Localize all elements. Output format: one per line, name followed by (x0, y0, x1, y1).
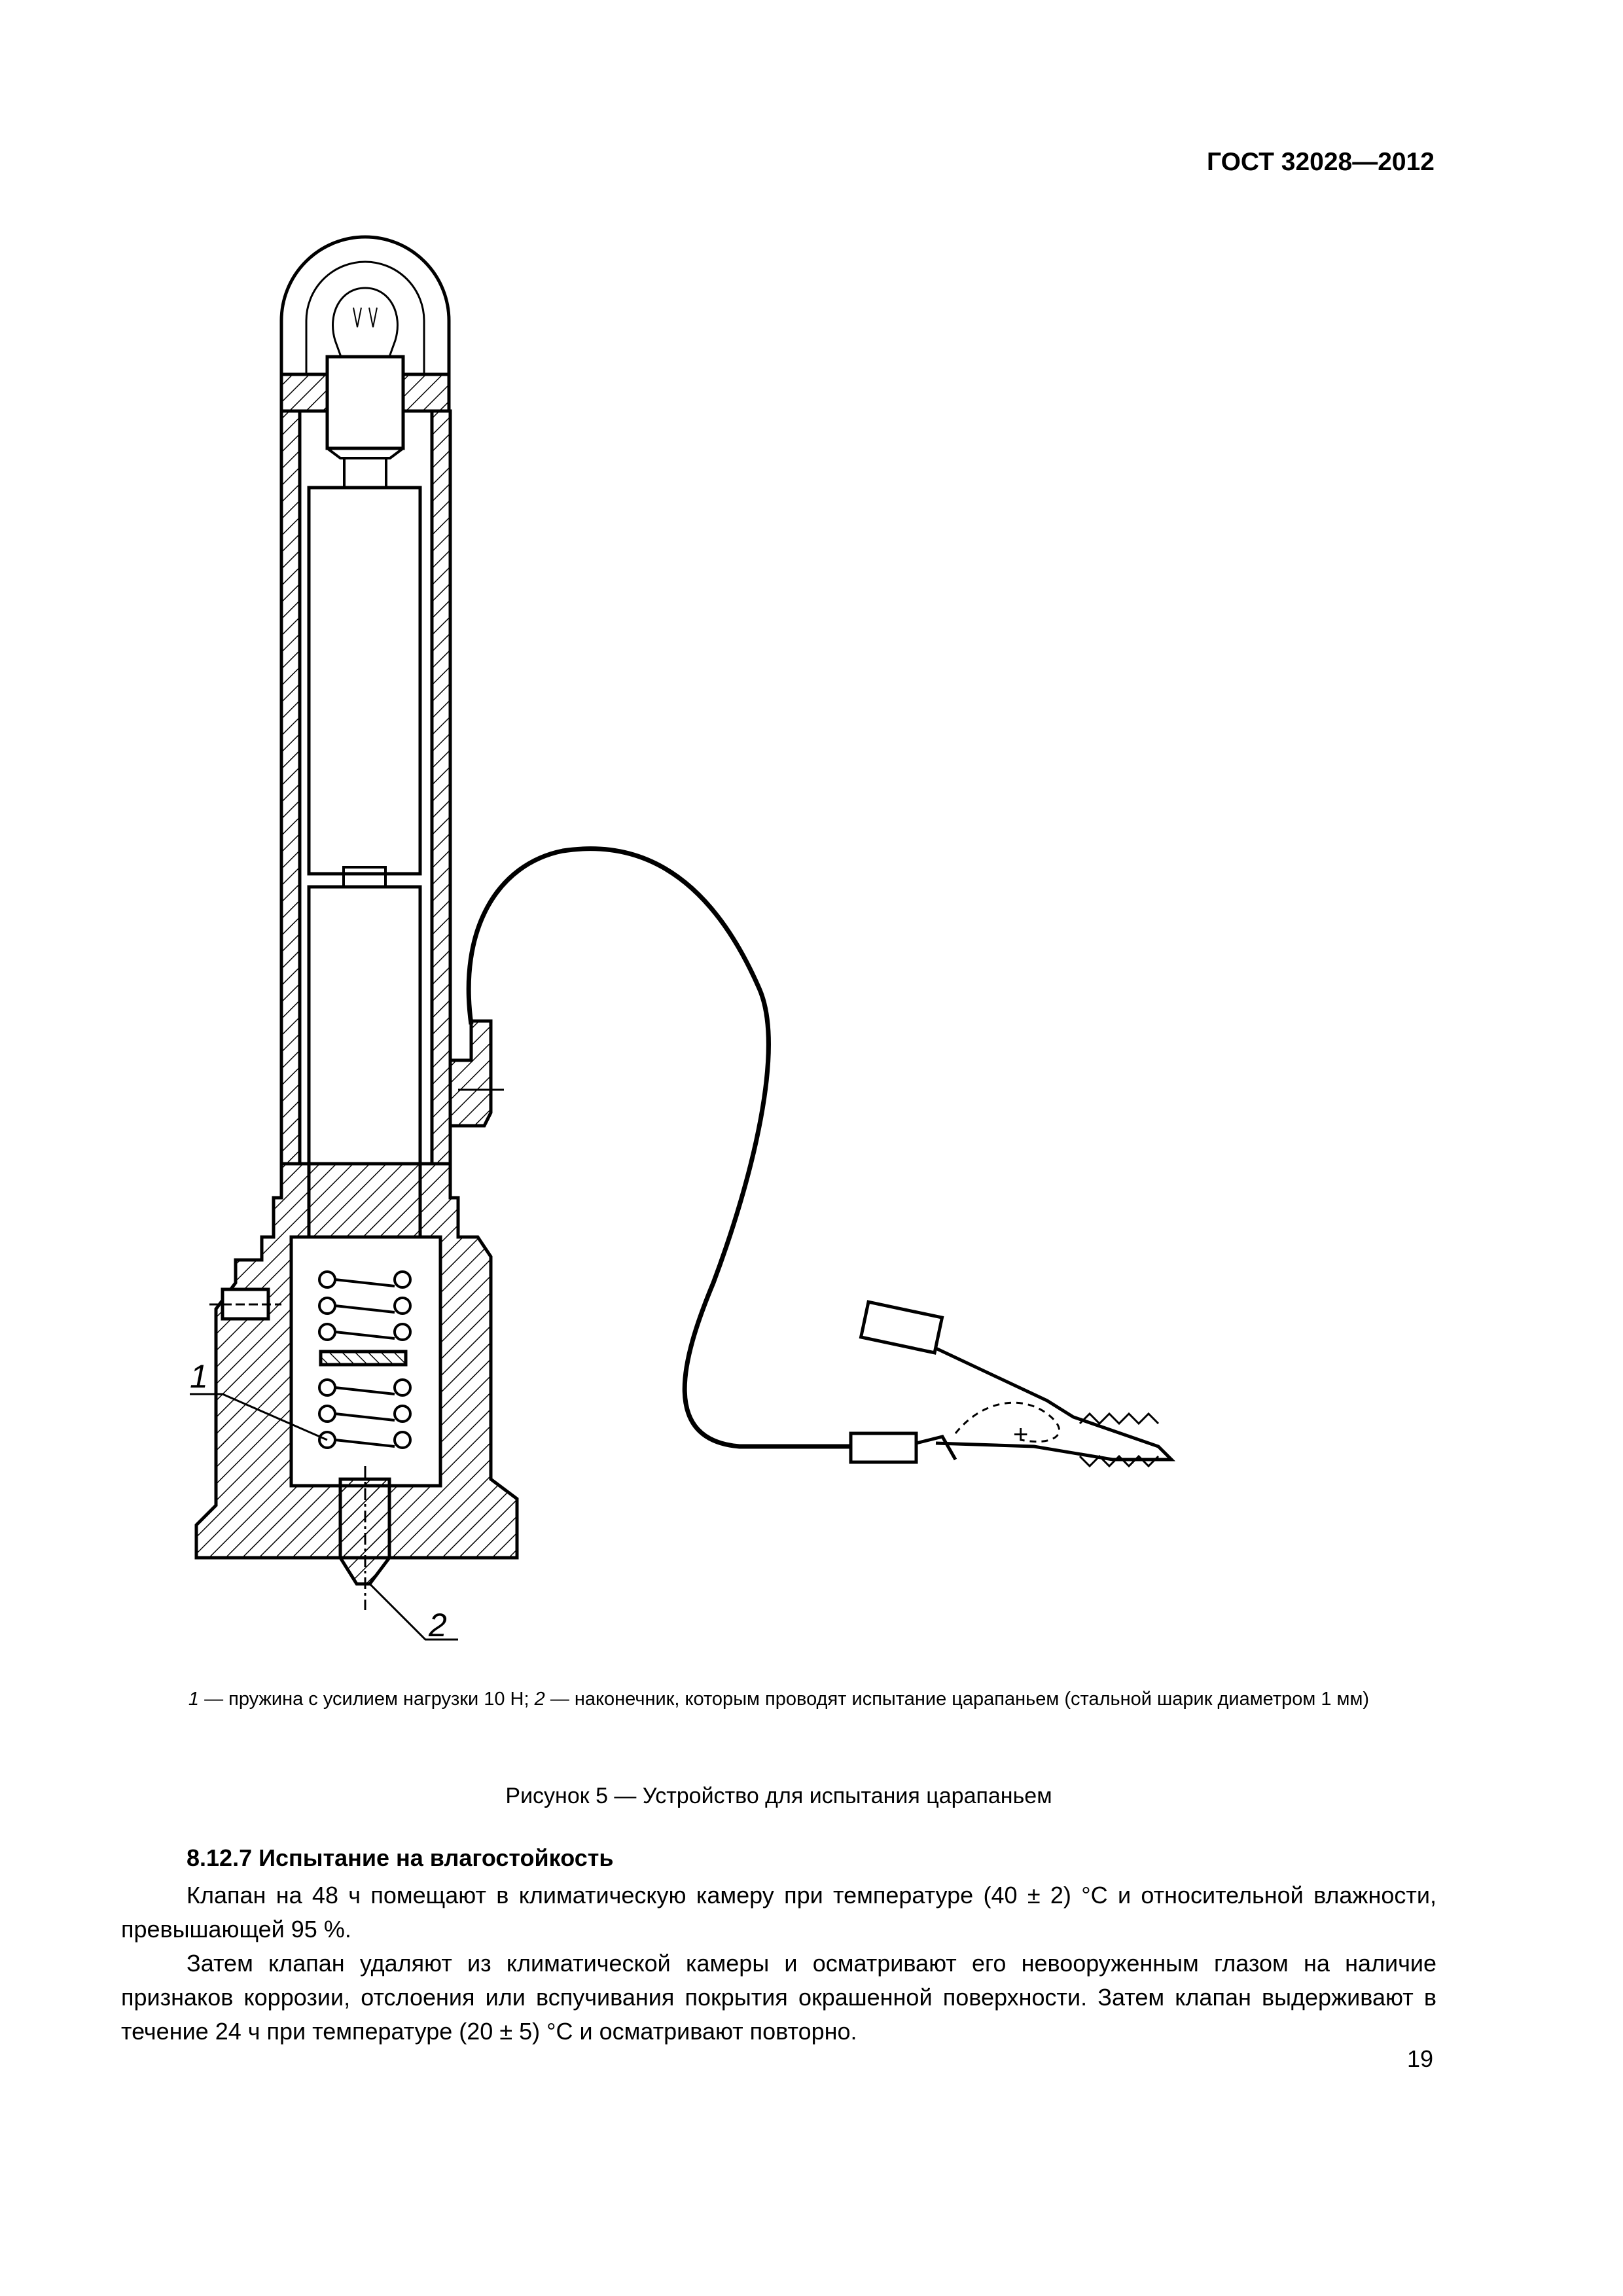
alligator-clip (851, 1302, 1171, 1466)
test-lead-cable (469, 849, 851, 1446)
legend-number-2: 2 (534, 1689, 545, 1710)
tube-right-wall (432, 411, 450, 1164)
tube-left-wall (281, 411, 300, 1164)
page-number: 19 (1406, 2045, 1433, 2072)
figure-caption: Рисунок 5 — Устройство для испытания царапаньем (505, 1784, 1052, 1808)
figure-legend (121, 1689, 1436, 1710)
paragraph-2: Затем клапан удаляют из климатической камеры и осматривают его невооруженным глазом на наличие признаков коррозии, отслоения или вспучивания покрытия окрашенной поверхности. Затем клапан выдерживают в течение 24 ч при температуре (20 ± 5) °С и осматривают повторно. (121, 1950, 1436, 2045)
plus-sign: + (1013, 1420, 1029, 1449)
paragraph-1: Клапан на 48 ч помещают в климатическую камеру при температуре (40 ± 2) °С и относительной влажности, превышающей 95 %. (121, 1882, 1436, 1943)
legend-text-2: — наконечник, которым проводят испытание царапаньем (стальной шарик диаметром 1 мм) (544, 1689, 1370, 1710)
document-code-header: ГОСТ 32028—2012 (1207, 148, 1435, 176)
legend-number-1: 1 (188, 1689, 200, 1710)
callout-1: 1 (190, 1358, 208, 1395)
cable-connector (450, 1021, 491, 1126)
section-title: 8.12.7 Испытание на влагостойкость (187, 1844, 614, 1871)
callout-2: 2 (429, 1607, 447, 1643)
legend-text-1: — пружина с усилием нагрузки 10 Н; (199, 1689, 535, 1710)
battery-upper (309, 488, 420, 874)
lamp-bulb-icon (333, 288, 398, 357)
